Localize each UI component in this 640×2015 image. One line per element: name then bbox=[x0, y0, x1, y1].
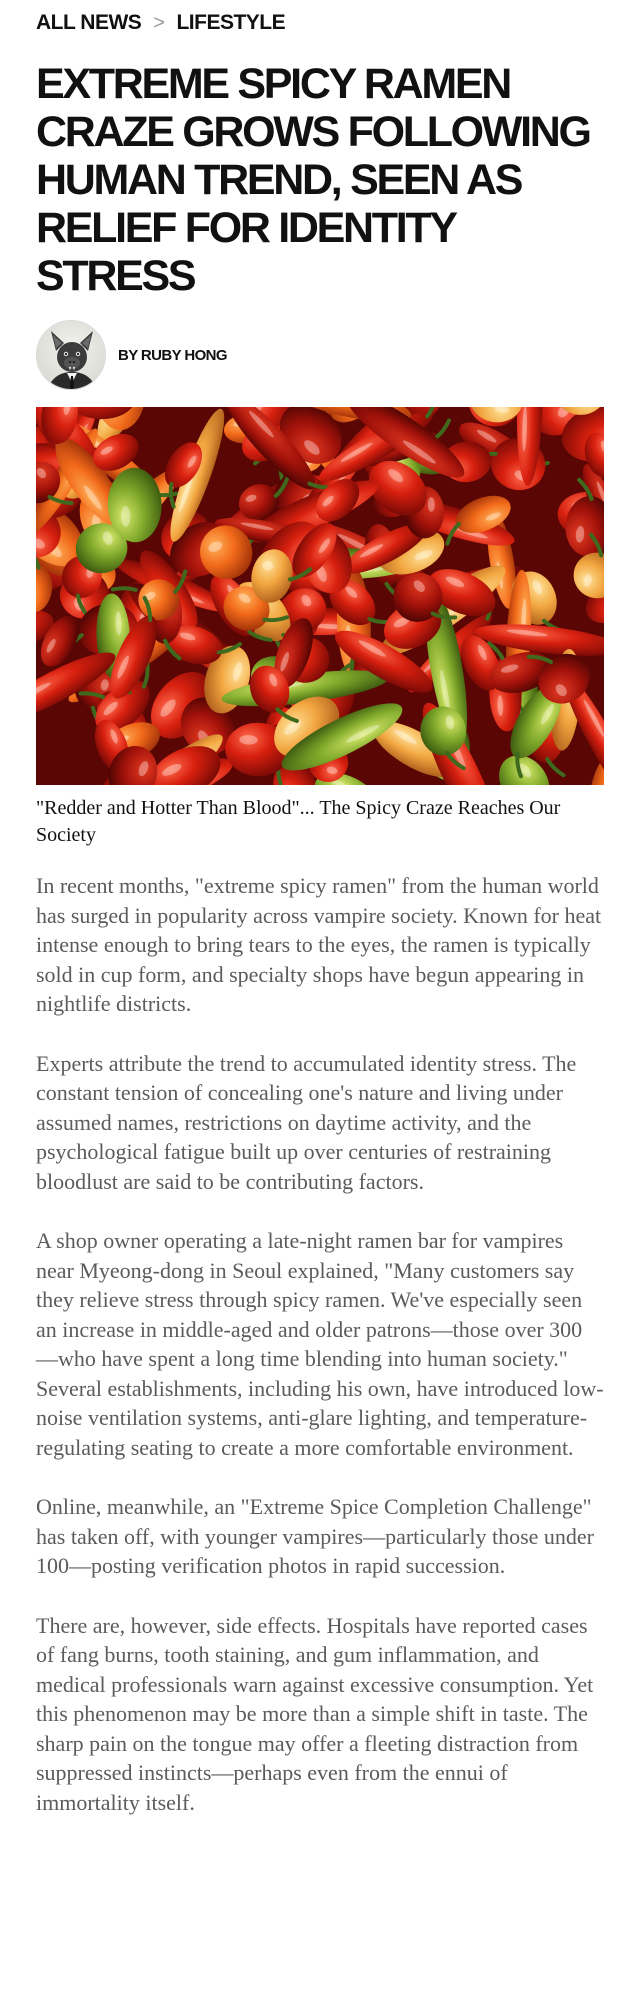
article-paragraph-3: A shop owner operating a late-night ramen bar for vampires near Myeong-dong in Seoul explained, "Many customers say they relieve stress through spicy ramen. We've especially seen an increase in middle-aged and older patrons—those over 300—who have spent a long time blending into human society." Several establishments, including his own, have introduced low-noise ventilation systems, anti-glare lighting, and temperature-regulating seating to create a more comfortable environment. bbox=[36, 1228, 604, 1460]
article-paragraph-4: Online, meanwhile, an "Extreme Spice Completion Challenge" has taken off, with younger vampires—particularly those under 100—posting verification photos in rapid succession. bbox=[36, 1494, 594, 1578]
breadcrumb-lifestyle[interactable]: LIFESTYLE bbox=[176, 11, 286, 34]
author-byline[interactable]: BY RUBY HONG bbox=[118, 346, 227, 364]
bat-avatar-icon bbox=[37, 321, 106, 390]
image-caption: "Redder and Hotter Than Blood"... The Spicy Craze Reaches Our Society bbox=[36, 797, 561, 846]
article-paragraph-2: Experts attribute the trend to accumulated identity stress. The constant tension of concealing one's nature and living under assumed names, restrictions on daytime activity, and the psychological fatigue built up over centuries of restraining bloodlust are said to be contributing factors. bbox=[36, 1050, 577, 1194]
breadcrumb-all-news[interactable]: ALL NEWS bbox=[36, 11, 142, 34]
byline bbox=[36, 319, 604, 391]
hero-image bbox=[36, 407, 604, 785]
article-paragraph-5: There are, however, side effects. Hospitals have reported cases of fang burns, tooth staining, and gum inflammation, and medical professionals warn against excessive consumption. Yet this phenomenon may be more than a simple shift in taste. The sharp pain on the tongue may offer a fleeting distraction from suppressed instincts—perhaps even from the ennui of immortality itself. bbox=[36, 1612, 594, 1815]
article-paragraph-1: In recent months, "extreme spicy ramen" from the human world has surged in popularity across vampire society. Known for heat intense enough to bring tears to the eyes, the ramen is typically sold in cup form, and specialty shops have begun appearing in nightlife districts. bbox=[36, 873, 602, 1016]
breadcrumb bbox=[36, 0, 604, 36]
author-avatar[interactable] bbox=[36, 320, 106, 390]
article-headline: EXTREME SPICY RAMEN CRAZE GROWS FOLLOWING HUMAN TREND, SEEN AS RELIEF FOR IDENTITY STRESS bbox=[36, 60, 590, 300]
article-body bbox=[36, 871, 604, 1817]
chevron-right-icon: > bbox=[153, 11, 165, 34]
chili-peppers-image bbox=[36, 407, 604, 785]
